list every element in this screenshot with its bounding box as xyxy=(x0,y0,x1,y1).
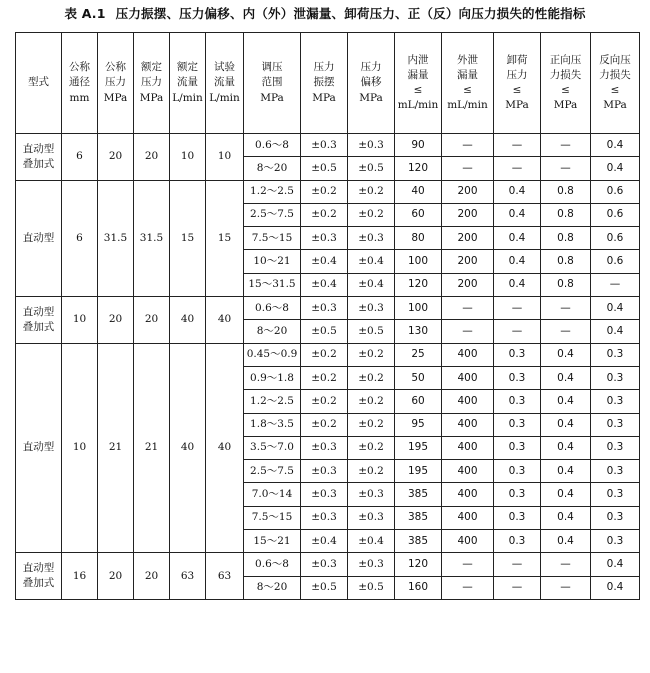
internal-leak-cell: 95 xyxy=(395,413,442,436)
external-leak-cell: 200 xyxy=(442,250,494,273)
header-cell xyxy=(170,33,206,134)
header-cell xyxy=(442,33,494,134)
table-row xyxy=(16,343,640,366)
nominal-diameter-cell: 16 xyxy=(62,553,98,600)
reverse-loss-cell: 0.3 xyxy=(591,343,640,366)
rated-pressure-cell: 21 xyxy=(134,343,170,553)
pressure-swing-cell: ±0.3 xyxy=(301,460,348,483)
rated-flow-cell: 40 xyxy=(170,343,206,553)
header-line: mm xyxy=(69,91,90,104)
pressure-offset-cell: ±0.2 xyxy=(348,390,395,413)
pressure-range-cell: 3.5～7.0 xyxy=(244,436,301,459)
external-leak-cell: 200 xyxy=(442,180,494,203)
internal-leak-cell: 160 xyxy=(395,576,442,599)
valve-type-line: 叠加式 xyxy=(22,157,55,170)
unload-pressure-cell: — xyxy=(494,157,541,180)
forward-loss-cell: — xyxy=(541,157,591,180)
external-leak-cell: 400 xyxy=(442,366,494,389)
pressure-swing-cell: ±0.2 xyxy=(301,366,348,389)
header-line: L/min xyxy=(172,91,203,104)
nominal-pressure-cell: 21 xyxy=(98,343,134,553)
valve-type-cell xyxy=(16,134,62,181)
header-line: mL/min xyxy=(397,99,439,112)
header-line: 力损失 xyxy=(599,68,631,81)
unload-pressure-cell: 0.4 xyxy=(494,273,541,296)
pressure-offset-cell: ±0.2 xyxy=(348,460,395,483)
external-leak-cell: 400 xyxy=(442,390,494,413)
pressure-offset-cell: ±0.3 xyxy=(348,553,395,576)
reverse-loss-cell: 0.4 xyxy=(591,576,640,599)
unload-pressure-cell: 0.3 xyxy=(494,366,541,389)
forward-loss-cell: 0.8 xyxy=(541,227,591,250)
nominal-diameter-cell: 10 xyxy=(62,297,98,344)
header-line: 正向压 xyxy=(549,53,582,66)
internal-leak-cell: 60 xyxy=(395,203,442,226)
header-line: MPa xyxy=(312,91,336,104)
performance-table xyxy=(15,32,640,600)
external-leak-cell: 400 xyxy=(442,483,494,506)
test-flow-cell: 15 xyxy=(206,180,244,296)
header-line: 压力 xyxy=(105,76,126,89)
valve-type-line: 直动型 xyxy=(22,441,55,454)
internal-leak-cell: 100 xyxy=(395,250,442,273)
pressure-offset-cell: ±0.3 xyxy=(348,297,395,320)
rated-flow-cell: 63 xyxy=(170,553,206,600)
unload-pressure-cell: — xyxy=(494,134,541,157)
internal-leak-cell: 100 xyxy=(395,297,442,320)
header-cell xyxy=(541,33,591,134)
pressure-offset-cell: ±0.2 xyxy=(348,180,395,203)
header-line: 漏量 xyxy=(457,68,478,81)
pressure-range-cell: 8～20 xyxy=(244,320,301,343)
test-flow-cell: 10 xyxy=(206,134,244,181)
unload-pressure-cell: 0.4 xyxy=(494,250,541,273)
pressure-swing-cell: ±0.3 xyxy=(301,483,348,506)
pressure-range-cell: 7.5～15 xyxy=(244,227,301,250)
header-line: 压力 xyxy=(313,61,335,74)
rated-pressure-cell: 20 xyxy=(134,134,170,181)
table-body xyxy=(16,134,640,600)
pressure-offset-cell: ±0.2 xyxy=(348,413,395,436)
valve-type-line: 直动型 xyxy=(22,561,55,574)
rated-pressure-cell: 20 xyxy=(134,297,170,344)
pressure-swing-cell: ±0.2 xyxy=(301,343,348,366)
reverse-loss-cell: 0.3 xyxy=(591,436,640,459)
unload-pressure-cell: — xyxy=(494,553,541,576)
forward-loss-cell: — xyxy=(541,297,591,320)
forward-loss-cell: 0.4 xyxy=(541,413,591,436)
unload-pressure-cell: 0.4 xyxy=(494,203,541,226)
forward-loss-cell: 0.8 xyxy=(541,180,591,203)
pressure-swing-cell: ±0.2 xyxy=(301,390,348,413)
pressure-range-cell: 15～31.5 xyxy=(244,273,301,296)
header-row xyxy=(16,33,640,134)
pressure-range-cell: 8～20 xyxy=(244,576,301,599)
header-cell xyxy=(591,33,640,134)
reverse-loss-cell: 0.3 xyxy=(591,530,640,553)
forward-loss-cell: 0.4 xyxy=(541,530,591,553)
internal-leak-cell: 195 xyxy=(395,460,442,483)
reverse-loss-cell: 0.3 xyxy=(591,483,640,506)
header-line: 通径 xyxy=(69,76,90,89)
unload-pressure-cell: 0.3 xyxy=(494,483,541,506)
pressure-range-cell: 0.9～1.8 xyxy=(244,366,301,389)
pressure-offset-cell: ±0.2 xyxy=(348,366,395,389)
pressure-offset-cell: ±0.5 xyxy=(348,576,395,599)
valve-type-cell xyxy=(16,180,62,296)
valve-type-cell xyxy=(16,553,62,600)
header-line: MPa xyxy=(139,91,164,104)
pressure-range-cell: 2.5～7.5 xyxy=(244,460,301,483)
rated-flow-cell: 40 xyxy=(170,297,206,344)
pressure-range-cell: 1.2～2.5 xyxy=(244,180,301,203)
header-line: ≤ xyxy=(610,84,620,96)
pressure-swing-cell: ±0.5 xyxy=(301,157,348,180)
valve-type-line: 叠加式 xyxy=(22,320,55,333)
header-cell xyxy=(301,33,348,134)
forward-loss-cell: 0.8 xyxy=(541,203,591,226)
pressure-range-cell: 0.6～8 xyxy=(244,297,301,320)
pressure-swing-cell: ±0.5 xyxy=(301,576,348,599)
header-line: MPa xyxy=(603,99,627,112)
internal-leak-cell: 120 xyxy=(395,157,442,180)
pressure-range-cell: 1.2～2.5 xyxy=(244,390,301,413)
reverse-loss-cell: 0.3 xyxy=(591,413,640,436)
pressure-swing-cell: ±0.3 xyxy=(301,134,348,157)
valve-type-line: 直动型 xyxy=(22,305,55,318)
test-flow-cell: 63 xyxy=(206,553,244,600)
pressure-swing-cell: ±0.2 xyxy=(301,413,348,436)
header-line: 内泄 xyxy=(407,53,429,66)
header-line: 压力 xyxy=(360,61,382,74)
header-line: ≤ xyxy=(463,84,472,96)
unload-pressure-cell: 0.3 xyxy=(494,390,541,413)
header-line: 额定 xyxy=(141,61,162,74)
header-line: 范围 xyxy=(261,76,283,89)
internal-leak-cell: 120 xyxy=(395,273,442,296)
unload-pressure-cell: 0.3 xyxy=(494,530,541,553)
forward-loss-cell: 0.8 xyxy=(541,250,591,273)
forward-loss-cell: 0.4 xyxy=(541,343,591,366)
unload-pressure-cell: 0.3 xyxy=(494,343,541,366)
forward-loss-cell: 0.4 xyxy=(541,506,591,529)
reverse-loss-cell: 0.3 xyxy=(591,390,640,413)
reverse-loss-cell: 0.6 xyxy=(591,180,640,203)
header-line: MPa xyxy=(359,91,383,104)
header-line: mL/min xyxy=(447,99,488,112)
external-leak-cell: — xyxy=(442,297,494,320)
header-line: 压力 xyxy=(141,76,162,89)
external-leak-cell: 400 xyxy=(442,413,494,436)
table-caption xyxy=(0,4,650,22)
table-header xyxy=(16,33,640,134)
table-number: 表 A.1 xyxy=(64,6,106,21)
reverse-loss-cell: 0.4 xyxy=(591,553,640,576)
pressure-range-cell: 7.5～15 xyxy=(244,506,301,529)
pressure-swing-cell: ±0.2 xyxy=(301,180,348,203)
unload-pressure-cell: 0.3 xyxy=(494,413,541,436)
header-line: 流量 xyxy=(177,76,198,89)
pressure-range-cell: 2.5～7.5 xyxy=(244,203,301,226)
header-cell xyxy=(348,33,395,134)
pressure-offset-cell: ±0.5 xyxy=(348,157,395,180)
external-leak-cell: 400 xyxy=(442,436,494,459)
external-leak-cell: — xyxy=(442,553,494,576)
header-cell xyxy=(395,33,442,134)
reverse-loss-cell: 0.4 xyxy=(591,297,640,320)
header-line: 漏量 xyxy=(407,68,429,81)
forward-loss-cell: — xyxy=(541,134,591,157)
forward-loss-cell: 0.4 xyxy=(541,436,591,459)
reverse-loss-cell: 0.6 xyxy=(591,250,640,273)
valve-type-line: 直动型 xyxy=(22,231,55,244)
internal-leak-cell: 90 xyxy=(395,134,442,157)
header-line: 流量 xyxy=(214,76,235,89)
unload-pressure-cell: 0.3 xyxy=(494,460,541,483)
valve-type-cell xyxy=(16,343,62,553)
pressure-swing-cell: ±0.4 xyxy=(301,530,348,553)
reverse-loss-cell: 0.4 xyxy=(591,134,640,157)
header-line: 调压 xyxy=(261,61,283,74)
valve-type-cell xyxy=(16,297,62,344)
forward-loss-cell: 0.4 xyxy=(541,483,591,506)
external-leak-cell: 200 xyxy=(442,273,494,296)
reverse-loss-cell: 0.4 xyxy=(591,320,640,343)
pressure-offset-cell: ±0.4 xyxy=(348,250,395,273)
rated-pressure-cell: 20 xyxy=(134,553,170,600)
nominal-pressure-cell: 20 xyxy=(98,134,134,181)
pressure-swing-cell: ±0.2 xyxy=(301,203,348,226)
nominal-pressure-cell: 20 xyxy=(98,553,134,600)
header-line: MPa xyxy=(103,91,128,104)
external-leak-cell: 400 xyxy=(442,506,494,529)
nominal-diameter-cell: 6 xyxy=(62,134,98,181)
reverse-loss-cell: 0.6 xyxy=(591,203,640,226)
header-cell xyxy=(244,33,301,134)
unload-pressure-cell: — xyxy=(494,576,541,599)
header-cell xyxy=(16,33,62,134)
header-line: 反向压 xyxy=(599,53,631,66)
header-line: 偏移 xyxy=(360,76,382,89)
external-leak-cell: — xyxy=(442,320,494,343)
reverse-loss-cell: 0.6 xyxy=(591,227,640,250)
header-line: 力损失 xyxy=(549,68,582,81)
external-leak-cell: 400 xyxy=(442,343,494,366)
pressure-range-cell: 0.6～8 xyxy=(244,134,301,157)
pressure-range-cell: 0.6～8 xyxy=(244,553,301,576)
pressure-swing-cell: ±0.3 xyxy=(301,436,348,459)
header-line: ≤ xyxy=(413,84,423,96)
pressure-offset-cell: ±0.2 xyxy=(348,203,395,226)
unload-pressure-cell: 0.3 xyxy=(494,436,541,459)
header-line: 振摆 xyxy=(313,76,335,89)
internal-leak-cell: 130 xyxy=(395,320,442,343)
external-leak-cell: — xyxy=(442,157,494,180)
internal-leak-cell: 385 xyxy=(395,530,442,553)
forward-loss-cell: — xyxy=(541,320,591,343)
external-leak-cell: 400 xyxy=(442,460,494,483)
forward-loss-cell: — xyxy=(541,553,591,576)
header-line: 压力 xyxy=(506,68,528,81)
pressure-offset-cell: ±0.2 xyxy=(348,436,395,459)
header-line: L/min xyxy=(209,91,240,104)
internal-leak-cell: 50 xyxy=(395,366,442,389)
pressure-range-cell: 1.8～3.5 xyxy=(244,413,301,436)
internal-leak-cell: 120 xyxy=(395,553,442,576)
forward-loss-cell: 0.4 xyxy=(541,460,591,483)
header-line: MPa xyxy=(505,99,529,112)
pressure-swing-cell: ±0.3 xyxy=(301,227,348,250)
internal-leak-cell: 195 xyxy=(395,436,442,459)
internal-leak-cell: 40 xyxy=(395,180,442,203)
forward-loss-cell: — xyxy=(541,576,591,599)
nominal-diameter-cell: 10 xyxy=(62,343,98,553)
internal-leak-cell: 385 xyxy=(395,483,442,506)
reverse-loss-cell: 0.4 xyxy=(591,157,640,180)
table-row xyxy=(16,297,640,320)
header-cell xyxy=(98,33,134,134)
header-line: MPa xyxy=(260,91,284,104)
pressure-range-cell: 7.0～14 xyxy=(244,483,301,506)
header-cell xyxy=(134,33,170,134)
test-flow-cell: 40 xyxy=(206,343,244,553)
header-line: 公称 xyxy=(69,61,90,74)
pressure-swing-cell: ±0.4 xyxy=(301,273,348,296)
internal-leak-cell: 25 xyxy=(395,343,442,366)
table-row xyxy=(16,134,640,157)
pressure-offset-cell: ±0.2 xyxy=(348,343,395,366)
forward-loss-cell: 0.8 xyxy=(541,273,591,296)
unload-pressure-cell: — xyxy=(494,320,541,343)
pressure-range-cell: 0.45～0.9 xyxy=(244,343,301,366)
pressure-range-cell: 15～21 xyxy=(244,530,301,553)
valve-type-line: 直动型 xyxy=(22,142,55,155)
header-line: MPa xyxy=(553,99,578,112)
internal-leak-cell: 385 xyxy=(395,506,442,529)
external-leak-cell: 200 xyxy=(442,227,494,250)
unload-pressure-cell: 0.4 xyxy=(494,180,541,203)
pressure-offset-cell: ±0.5 xyxy=(348,320,395,343)
header-line: ≤ xyxy=(512,84,522,96)
pressure-offset-cell: ±0.3 xyxy=(348,227,395,250)
pressure-swing-cell: ±0.3 xyxy=(301,506,348,529)
valve-type-line: 叠加式 xyxy=(22,577,55,590)
header-line: ≤ xyxy=(561,84,570,96)
pressure-offset-cell: ±0.3 xyxy=(348,483,395,506)
unload-pressure-cell: 0.4 xyxy=(494,227,541,250)
internal-leak-cell: 60 xyxy=(395,390,442,413)
header-line: 试验 xyxy=(214,61,235,74)
rated-flow-cell: 15 xyxy=(170,180,206,296)
header-cell xyxy=(494,33,541,134)
reverse-loss-cell: 0.3 xyxy=(591,506,640,529)
table-row xyxy=(16,180,640,203)
rated-pressure-cell: 31.5 xyxy=(134,180,170,296)
pressure-range-cell: 8～20 xyxy=(244,157,301,180)
pressure-swing-cell: ±0.4 xyxy=(301,250,348,273)
external-leak-cell: — xyxy=(442,576,494,599)
pressure-swing-cell: ±0.3 xyxy=(301,553,348,576)
pressure-offset-cell: ±0.4 xyxy=(348,273,395,296)
table-title: 压力振摆、压力偏移、内（外）泄漏量、卸荷压力、正（反）向压力损失的性能指标 xyxy=(115,6,586,21)
nominal-pressure-cell: 20 xyxy=(98,297,134,344)
header-line: 额定 xyxy=(177,61,198,74)
pressure-offset-cell: ±0.3 xyxy=(348,134,395,157)
reverse-loss-cell: 0.3 xyxy=(591,366,640,389)
nominal-diameter-cell: 6 xyxy=(62,180,98,296)
pressure-swing-cell: ±0.3 xyxy=(301,297,348,320)
header-line: 外泄 xyxy=(457,53,478,66)
rated-flow-cell: 10 xyxy=(170,134,206,181)
external-leak-cell: 200 xyxy=(442,203,494,226)
forward-loss-cell: 0.4 xyxy=(541,390,591,413)
header-cell xyxy=(206,33,244,134)
header-line: 型式 xyxy=(28,76,49,89)
pressure-range-cell: 10～21 xyxy=(244,250,301,273)
pressure-offset-cell: ±0.4 xyxy=(348,530,395,553)
header-line: 卸荷 xyxy=(506,53,528,66)
header-cell xyxy=(62,33,98,134)
test-flow-cell: 40 xyxy=(206,297,244,344)
pressure-swing-cell: ±0.5 xyxy=(301,320,348,343)
internal-leak-cell: 80 xyxy=(395,227,442,250)
nominal-pressure-cell: 31.5 xyxy=(98,180,134,296)
table-row xyxy=(16,553,640,576)
forward-loss-cell: 0.4 xyxy=(541,366,591,389)
external-leak-cell: 400 xyxy=(442,530,494,553)
reverse-loss-cell: — xyxy=(591,273,640,296)
reverse-loss-cell: 0.3 xyxy=(591,460,640,483)
external-leak-cell: — xyxy=(442,134,494,157)
pressure-offset-cell: ±0.3 xyxy=(348,506,395,529)
header-line: 公称 xyxy=(105,61,126,74)
unload-pressure-cell: — xyxy=(494,297,541,320)
unload-pressure-cell: 0.3 xyxy=(494,506,541,529)
